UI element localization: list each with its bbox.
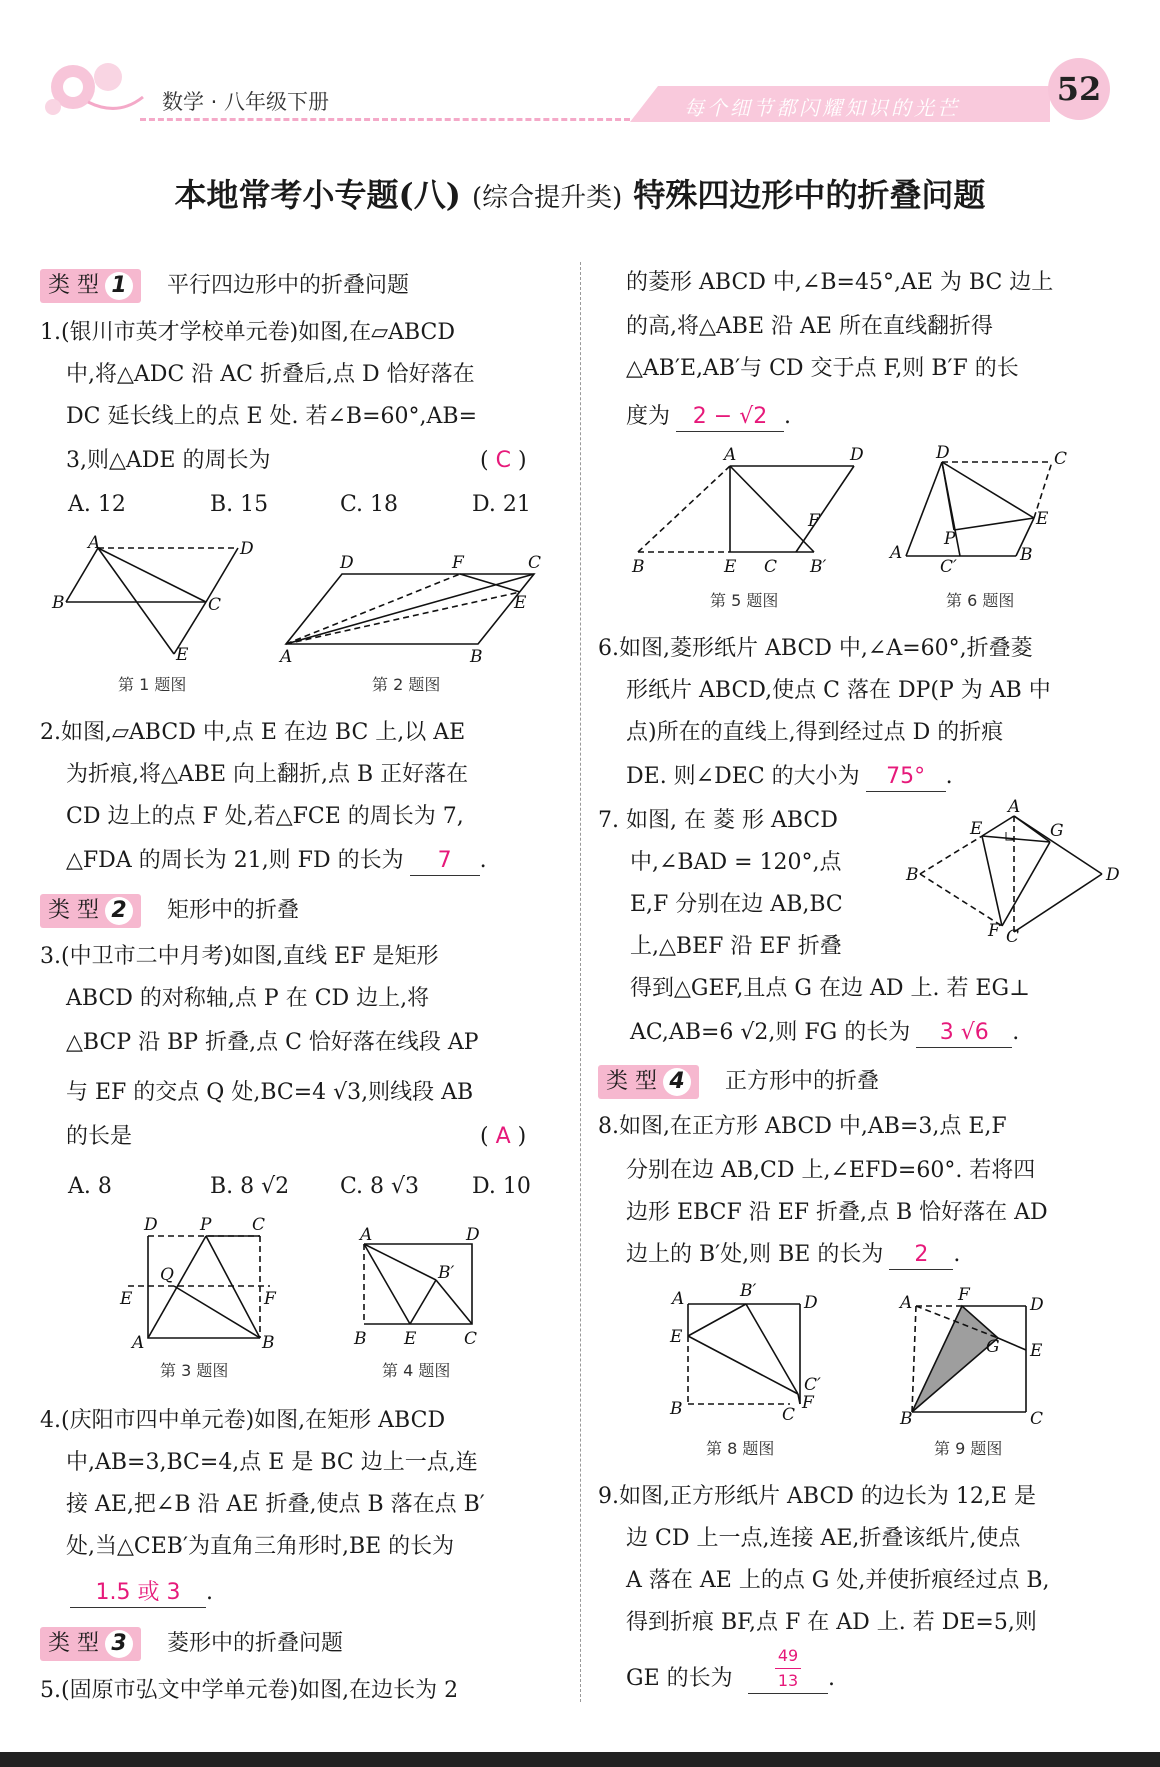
q1-line-4: 3,则△ADE 的周长为	[66, 448, 271, 473]
q2-answer: 7	[410, 847, 480, 876]
type-1-heading	[40, 268, 409, 302]
q3-option-d: D. 10	[472, 1174, 531, 1199]
page-title	[0, 170, 1160, 216]
figure-8-caption: 第 8 题图	[706, 1439, 775, 1458]
q4-line-2: 中,AB=3,BC=4,点 E 是 BC 边上一点,连	[66, 1450, 478, 1475]
svg-text:C′: C′	[804, 1375, 821, 1395]
figure-5-caption: 第 5 题图	[710, 591, 779, 610]
svg-text:P: P	[200, 1215, 212, 1235]
q5-line-4: 度为 2 − √2 .	[626, 402, 791, 432]
type-title: 正方形中的折叠	[725, 1069, 880, 1094]
svg-text:A: A	[724, 445, 737, 465]
q7-line-4: 上,△BEF 沿 EF 折叠	[630, 934, 842, 959]
header-divider	[140, 118, 630, 121]
svg-text:E: E	[176, 645, 189, 665]
figure-6-caption: 第 6 题图	[946, 591, 1015, 610]
header-slogan: 每个细节都闪耀知识的光芒	[684, 96, 960, 120]
figure-1-caption: 第 1 题图	[118, 675, 187, 694]
q4-line-1: 4.(庆阳市四中单元卷)如图,在矩形 ABCD	[40, 1408, 446, 1433]
q1-line-1: 1.(银川市英才学校单元卷)如图,在▱ABCD	[40, 320, 456, 345]
q8-line-2: 分别在边 AB,CD 上,∠EFD=60°. 若将四	[626, 1158, 1036, 1183]
figure-9-caption: 第 9 题图	[934, 1439, 1003, 1458]
q5-line-1: 的菱形 ABCD 中,∠B=45°,AE 为 BC 边上	[626, 270, 1054, 295]
svg-text:B′: B′	[438, 1263, 455, 1283]
q5-line-start: 5.(固原市弘文中学单元卷)如图,在边长为 2	[40, 1678, 459, 1703]
q3-answer: ( A )	[480, 1124, 527, 1149]
svg-text:F: F	[808, 511, 820, 531]
svg-text:F: F	[958, 1285, 970, 1305]
q1-option-a: A. 12	[68, 492, 126, 517]
svg-text:E: E	[404, 1329, 417, 1349]
svg-text:A: A	[280, 647, 293, 667]
svg-text:B: B	[354, 1329, 367, 1349]
svg-text:D: D	[466, 1225, 480, 1245]
q3-line-1: 3.(中卫市二中月考)如图,直线 EF 是矩形	[40, 944, 439, 969]
svg-text:F: F	[264, 1289, 276, 1309]
q3-option-c: C. 8 √3	[340, 1174, 420, 1199]
svg-text:F: F	[802, 1393, 814, 1413]
svg-text:C: C	[1006, 927, 1020, 947]
type-badge: 类 型 4	[598, 1065, 699, 1099]
svg-text:E: E	[1030, 1341, 1043, 1361]
svg-text:A: A	[132, 1333, 145, 1353]
q1-option-b: B. 15	[210, 492, 269, 517]
svg-text:F: F	[988, 921, 1000, 941]
q7-answer: 3 √6	[916, 1019, 1012, 1048]
svg-text:B: B	[52, 593, 65, 613]
figure-7	[906, 797, 1126, 947]
type-title: 矩形中的折叠	[167, 898, 300, 923]
q8-line-3: 边形 EBCF 沿 EF 折叠,点 B 恰好落在 AD	[626, 1200, 1048, 1225]
svg-text:C: C	[252, 1215, 266, 1235]
q1-option-d: D. 21	[472, 492, 531, 517]
svg-text:P: P	[944, 529, 956, 549]
svg-text:D: D	[340, 553, 354, 573]
svg-text:B: B	[470, 647, 483, 667]
svg-text:D: D	[1030, 1295, 1044, 1315]
title-main-2: 特殊四边形中的折叠问题	[633, 176, 986, 214]
svg-text:A: A	[1008, 797, 1021, 817]
svg-text:E: E	[670, 1327, 683, 1347]
q9-answer	[748, 1644, 828, 1694]
q5-line-2: 的高,将△ABE 沿 AE 所在直线翻折得	[626, 314, 993, 339]
type-title: 平行四边形中的折叠问题	[167, 273, 410, 298]
svg-text:A: A	[672, 1289, 685, 1309]
svg-text:E: E	[1036, 509, 1049, 529]
figure-2	[280, 552, 550, 667]
svg-text:B: B	[900, 1409, 913, 1429]
svg-text:A: A	[890, 543, 903, 563]
q3-option-a: A. 8	[68, 1174, 112, 1199]
q4-line-4: 处,当△CEB′为直角三角形时,BE 的长为	[66, 1534, 455, 1559]
q3-line-5: 的长是	[66, 1124, 133, 1149]
svg-text:E: E	[724, 557, 737, 577]
figure-1	[52, 533, 258, 666]
svg-text:C: C	[1030, 1409, 1044, 1429]
q2-line-4: △FDA 的周长为 21,则 FD 的长为 7 .	[66, 846, 487, 876]
title-sub: (综合提升类)	[471, 183, 623, 213]
svg-text:D: D	[1106, 865, 1120, 885]
q3-line-4: 与 EF 的交点 Q 处,BC=4 √3,则线段 AB	[66, 1080, 474, 1105]
figure-8	[670, 1281, 840, 1434]
q3-line-3: △BCP 沿 BP 折叠,点 C 恰好落在线段 AP	[66, 1030, 479, 1055]
figure-5	[628, 446, 888, 576]
svg-text:E: E	[514, 593, 527, 613]
q9-line-1: 9.如图,正方形纸片 ABCD 的边长为 12,E 是	[598, 1484, 1036, 1509]
figure-2-caption: 第 2 题图	[372, 675, 441, 694]
q4-answer-line: 1.5 或 3 .	[70, 1578, 213, 1608]
figure-4-caption: 第 4 题图	[382, 1361, 451, 1380]
q3-option-b: B. 8 √2	[210, 1174, 290, 1199]
svg-text:A: A	[900, 1293, 913, 1313]
page-number: 52	[1048, 58, 1110, 120]
type-badge: 类 型 1	[40, 269, 141, 303]
svg-text:D: D	[936, 443, 950, 463]
svg-text:C: C	[764, 557, 778, 577]
svg-text:C′: C′	[940, 557, 957, 577]
svg-text:D: D	[240, 539, 254, 559]
q5-line-3: △AB′E,AB′与 CD 交于点 F,则 B′F 的长	[626, 356, 1019, 381]
type-title: 菱形中的折叠问题	[167, 1631, 344, 1656]
svg-text:G: G	[1050, 821, 1064, 841]
q6-line-1: 6.如图,菱形纸片 ABCD 中,∠A=60°,折叠菱	[598, 636, 1033, 661]
q7-line-2: 中,∠BAD = 120°,点	[630, 850, 842, 875]
type-badge: 类 型 2	[40, 894, 141, 928]
figure-9	[900, 1285, 1070, 1430]
book-title: 数学 · 八年级下册	[162, 90, 330, 114]
q2-line-3: CD 边上的点 F 处,若△FCE 的周长为 7,	[66, 804, 464, 829]
type-2-heading	[40, 893, 299, 927]
svg-text:E: E	[120, 1289, 133, 1309]
svg-text:B: B	[670, 1399, 683, 1419]
q6-line-2: 形纸片 ABCD,使点 C 落在 DP(P 为 AB 中	[626, 678, 1051, 703]
q8-line-1: 8.如图,在正方形 ABCD 中,AB=3,点 E,F	[598, 1114, 1007, 1139]
svg-text:C: C	[208, 595, 222, 615]
q7-line-6: AC,AB=6 √2,则 FG 的长为 3 √6 .	[630, 1018, 1019, 1048]
q9-answer-denominator: 13	[777, 1671, 799, 1690]
q9-line-3: A 落在 AE 上的点 G 处,并使折痕经过点 B,	[626, 1568, 1050, 1593]
bottom-bar	[0, 1752, 1160, 1767]
q6-line-3: 点)所在的直线上,得到经过点 D 的折痕	[626, 720, 1004, 745]
q9-answer-numerator: 49	[775, 1644, 801, 1669]
q8-line-4: 边上的 B′处,则 BE 的长为 2 .	[626, 1240, 960, 1270]
q3-line-2: ABCD 的对称轴,点 P 在 CD 边上,将	[66, 986, 430, 1011]
svg-text:C: C	[528, 553, 542, 573]
figure-6	[888, 443, 1088, 577]
svg-text:D: D	[850, 445, 864, 465]
q4-line-3: 接 AE,把∠B 沿 AE 折叠,使点 B 落在点 B′	[66, 1492, 485, 1517]
q6-answer: 75°	[866, 763, 946, 792]
svg-text:B: B	[262, 1333, 275, 1353]
q1-option-c: C. 18	[340, 492, 399, 517]
svg-text:Q: Q	[160, 1265, 174, 1285]
svg-text:A: A	[88, 533, 101, 553]
svg-text:C: C	[1054, 449, 1068, 469]
svg-text:C: C	[464, 1329, 478, 1349]
svg-text:B: B	[1020, 545, 1033, 565]
q1-answer: ( C )	[480, 448, 527, 473]
figure-3	[120, 1214, 290, 1353]
svg-text:B′: B′	[810, 557, 827, 577]
q1-line-2: 中,将△ADC 沿 AC 折叠后,点 D 恰好落在	[66, 362, 475, 387]
q7-line-1: 7. 如图, 在 菱 形 ABCD	[598, 808, 838, 833]
q9-line-4: 得到折痕 BF,点 F 在 AD 上. 若 DE=5,则	[626, 1610, 1037, 1635]
q6-line-4: DE. 则∠DEC 的大小为 75° .	[626, 762, 953, 792]
q8-answer: 2	[889, 1241, 953, 1270]
svg-text:D: D	[144, 1215, 158, 1235]
q4-answer: 1.5 或 3	[70, 1579, 206, 1608]
figure-4	[354, 1225, 504, 1349]
svg-text:E: E	[970, 819, 983, 839]
svg-text:B: B	[632, 557, 645, 577]
svg-text:C: C	[782, 1405, 796, 1425]
type-4-heading	[598, 1064, 879, 1098]
type-3-heading	[40, 1626, 343, 1660]
column-divider	[580, 262, 581, 1702]
svg-text:G: G	[986, 1337, 1000, 1357]
svg-text:B: B	[906, 865, 919, 885]
figure-3-caption: 第 3 题图	[160, 1361, 229, 1380]
svg-text:B′: B′	[740, 1281, 757, 1301]
q7-line-3: E,F 分别在边 AB,BC	[630, 892, 843, 917]
type-badge: 类 型 3	[40, 1627, 141, 1661]
q1-line-3: DC 延长线上的点 E 处. 若∠B=60°,AB=	[66, 404, 478, 429]
q2-line-2: 为折痕,将△ABE 向上翻折,点 B 正好落在	[66, 762, 469, 787]
flower-ornament-icon	[38, 52, 148, 122]
svg-text:A: A	[360, 1225, 373, 1245]
q9-line-5: GE 的长为	[626, 1666, 733, 1691]
q2-line-1: 2.如图,▱ABCD 中,点 E 在边 BC 上,以 AE	[40, 720, 466, 745]
q9-line-2: 边 CD 上一点,连接 AE,折叠该纸片,使点	[626, 1526, 1021, 1551]
q9-period: .	[828, 1666, 835, 1691]
q7-line-5: 得到△GEF,且点 G 在边 AD 上. 若 EG⊥	[630, 976, 1030, 1001]
title-main-1: 本地常考小专题(八)	[174, 176, 461, 214]
svg-text:F: F	[452, 553, 464, 573]
q5-answer: 2 − √2	[676, 403, 784, 432]
svg-text:D: D	[804, 1293, 818, 1313]
